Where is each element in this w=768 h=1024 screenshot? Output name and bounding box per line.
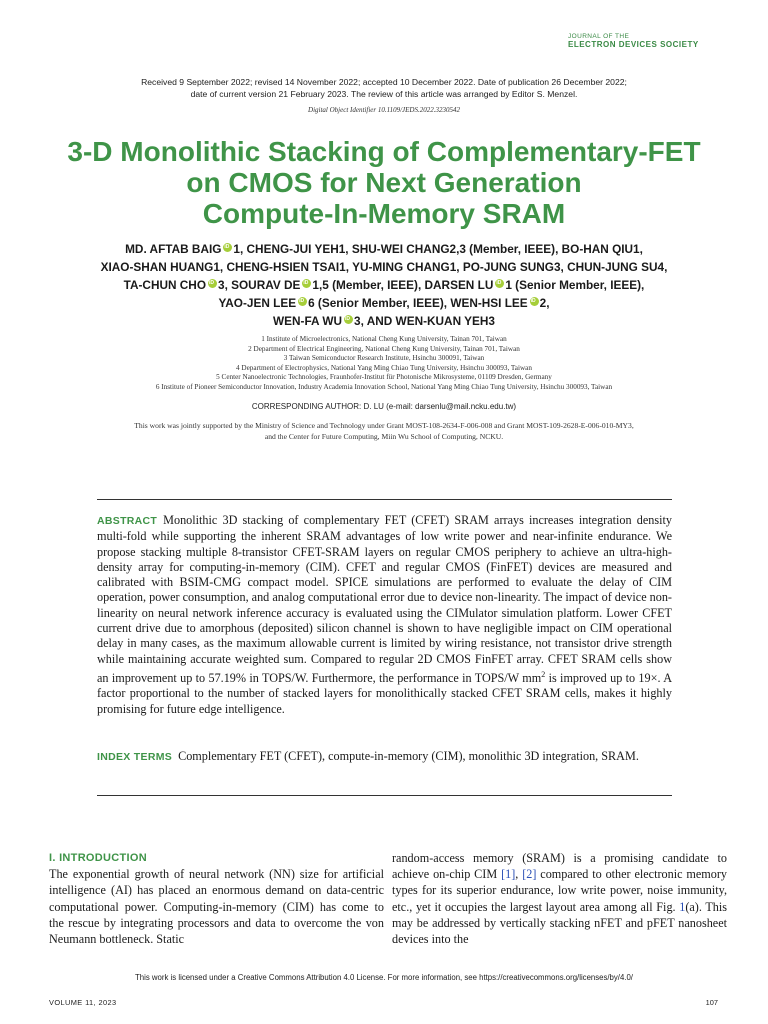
column-left bbox=[49, 850, 384, 947]
journal-line2: ELECTRON DEVICES SOCIETY bbox=[568, 40, 699, 49]
author-line3 bbox=[40, 276, 728, 294]
intro-text-right: compared to other electronic memory types for its superior endurance, low write power, noise immunity, etc., yet it occupies the largest layout area among all Fig. bbox=[392, 867, 728, 914]
funding-line1: This work was jointly supported by the Ministry of Science and Technology under Grant MOST-108-2634-F-006-008 and Grant MOST-109-2628-E-006-010-MY3, bbox=[134, 421, 634, 430]
page-number: 107 bbox=[705, 998, 718, 1007]
abstract bbox=[97, 513, 672, 717]
title-line2: on CMOS for Next Generation bbox=[186, 167, 582, 198]
corresponding-author: CORRESPONDING AUTHOR: D. LU (e-mail: darsenlu@mail.ncku.edu.tw) bbox=[251, 402, 517, 411]
author-text: WEN-FA WU bbox=[273, 314, 343, 328]
volume-label: VOLUME 11, 2023 bbox=[49, 998, 117, 1007]
index-terms bbox=[97, 749, 672, 765]
orcid-icon[interactable] bbox=[530, 297, 539, 306]
affiliation: 6 Institute of Pioneer Semiconductor Innovation, Industry Academia Innovation School, National Yang Ming Chiao Tung University, Hsinchu 300093, Taiwan bbox=[155, 382, 613, 391]
orcid-icon[interactable] bbox=[344, 315, 353, 324]
author-line5 bbox=[40, 312, 728, 330]
author-line2 bbox=[40, 258, 728, 276]
intro-text-left: The exponential growth of neural network (NN) size for artificial intelligence (AI) has placed an enormous demand on data-centric computational power. Computing-in-memory (CIM) has come to the rescue by integrating processors and data to overcome the von Neumann bottleneck. Static bbox=[49, 867, 384, 947]
divider-top bbox=[97, 499, 672, 500]
citation-link[interactable]: [2] bbox=[522, 867, 537, 882]
figure-link[interactable]: 1 bbox=[679, 899, 686, 914]
license-note[interactable]: This work is licensed under a Creative Commons Attribution 4.0 License. For more information, see https://creativecommons.org/licenses/by/4.0/ bbox=[135, 973, 633, 982]
author-line4 bbox=[40, 294, 728, 312]
abstract-label: ABSTRACT bbox=[97, 515, 158, 527]
index-terms-label: INDEX TERMS bbox=[97, 751, 173, 763]
title-line1: 3-D Monolithic Stacking of Complementary-FET bbox=[67, 136, 701, 167]
intro-text-right: random-access memory (SRAM) is a promising candidate to achieve on-chip CIM bbox=[392, 851, 727, 882]
author-line1 bbox=[40, 240, 728, 258]
affiliation: 2 Department of Electrical Engineering, National Cheng Kung University, Tainan 701, Taiwan bbox=[248, 344, 520, 353]
paper-title bbox=[40, 136, 728, 229]
author-text: 1 (Senior Member, IEEE), bbox=[505, 278, 645, 292]
orcid-icon[interactable] bbox=[298, 297, 307, 306]
funding-line2: and the Center for Future Computing, Miin Wu School of Computing, NCKU. bbox=[264, 432, 504, 441]
citation-link[interactable]: [1] bbox=[501, 867, 516, 882]
affiliations bbox=[90, 335, 678, 393]
index-terms-text: Complementary FET (CFET), compute-in-memory (CIM), monolithic 3D integration, SRAM. bbox=[178, 749, 639, 763]
affiliation: 1 Institute of Microelectronics, National Cheng Kung University, Tainan 701, Taiwan bbox=[261, 335, 507, 343]
abstract-superscript: 2 bbox=[541, 669, 546, 679]
author-text: 3, AND WEN-KUAN YEH3 bbox=[354, 314, 495, 328]
affiliation: 5 Center Nanoelectronic Technologies, Fraunhofer-Institut für Photonische Mikrosysteme, 01109 Dresden, Germany bbox=[216, 373, 552, 382]
funding-note bbox=[90, 420, 678, 442]
intro-text-right: , bbox=[515, 867, 523, 882]
orcid-icon[interactable] bbox=[495, 279, 504, 288]
author-text: 3, SOURAV DE bbox=[218, 278, 301, 292]
title-line3: Compute-In-Memory SRAM bbox=[202, 198, 566, 229]
author-text: 1,5 (Member, IEEE), DARSEN LU bbox=[312, 278, 494, 292]
orcid-icon[interactable] bbox=[208, 279, 217, 288]
author-text: 1, CHENG-JUI YEH1, SHU-WEI CHANG2,3 (Member, IEEE), BO-HAN QIU1, bbox=[233, 242, 643, 256]
abstract-text: Monolithic 3D stacking of complementary FET (CFET) SRAM arrays increases integration density multi-fold while supporting the inherent SRAM advantages of low write power and near-infinite endurance. We propose stacking multiple 8-transistor CFET-SRAM layers on regular CMOS periphery to achieve an ultra-high-density array for computing-in-memory (CIM). CFET and regular CMOS (FinFET) devices are measured and calibrated with BSIM-CMG compact model. SPICE simulations are performed to evaluate the delay of CIM operation, power consumption, and analog computational error due to device non-linearity. The impact of device non-linearity on neural network inference accuracy is evaluated using the CIMulator simulation platform. Lower CFET current drive due to amorphous (deposited) silicon channel is shown to have negligible impact on CIM operational delay in many cases, as the maximum allowable current is limited by wiring resistance, not transistor drive strength while maintaining accurate weighted sum. Compared to regular 2D CMOS FinFET array. CFET SRAM cells show an improvement up to 57.19% in TOPS/W. Furthermore, the performance in TOPS/W mm bbox=[97, 513, 672, 686]
received-line2: date of current version 21 February 2023. The review of this article was arranged by Editor S. Menzel. bbox=[190, 89, 578, 99]
author-text: TA-CHUN CHO bbox=[123, 278, 207, 292]
author-text: XIAO-SHAN HUANG1, CHENG-HSIEN TSAI1, YU-MING CHANG1, PO-JUNG SUNG3, CHUN-JUNG SU4, bbox=[100, 260, 668, 274]
journal-line1: JOURNAL OF THE bbox=[568, 33, 630, 40]
author-text: MD. AFTAB BAIG bbox=[125, 242, 222, 256]
author-text: 2, bbox=[539, 296, 550, 310]
affiliation: 4 Department of Electrophysics, National Yang Ming Chiao Tung University, Hsinchu 300093, Taiwan bbox=[236, 363, 532, 372]
author-text: 6 (Senior Member, IEEE), WEN-HSI LEE bbox=[308, 296, 528, 310]
received-dates bbox=[90, 76, 678, 100]
orcid-icon[interactable] bbox=[223, 243, 232, 252]
received-line1: Received 9 September 2022; revised 14 November 2022; accepted 10 December 2022. Date of publication 26 December 2022; bbox=[141, 77, 627, 87]
author-list bbox=[40, 240, 728, 330]
author-text: YAO-JEN LEE bbox=[218, 296, 297, 310]
journal-masthead bbox=[568, 33, 718, 49]
doi[interactable]: Digital Object Identifier 10.1109/JEDS.2022.3230542 bbox=[308, 106, 460, 114]
intro-text-right: (a). This may be addressed by vertically stacking nFET and pFET nanosheet devices into the bbox=[392, 899, 727, 947]
section-heading: I. INTRODUCTION bbox=[49, 852, 147, 864]
divider-bottom bbox=[97, 795, 672, 796]
abstract-text-cont: is improved up to 19×. A factor proportional to the number of stacked layers for monolithically stacked CFET SRAM cells, makes it highly promising for future edge intelligence. bbox=[97, 671, 672, 716]
affiliation: 3 Taiwan Semiconductor Research Institute, Hsinchu 300091, Taiwan bbox=[283, 354, 485, 363]
orcid-icon[interactable] bbox=[302, 279, 311, 288]
column-right bbox=[392, 850, 727, 947]
